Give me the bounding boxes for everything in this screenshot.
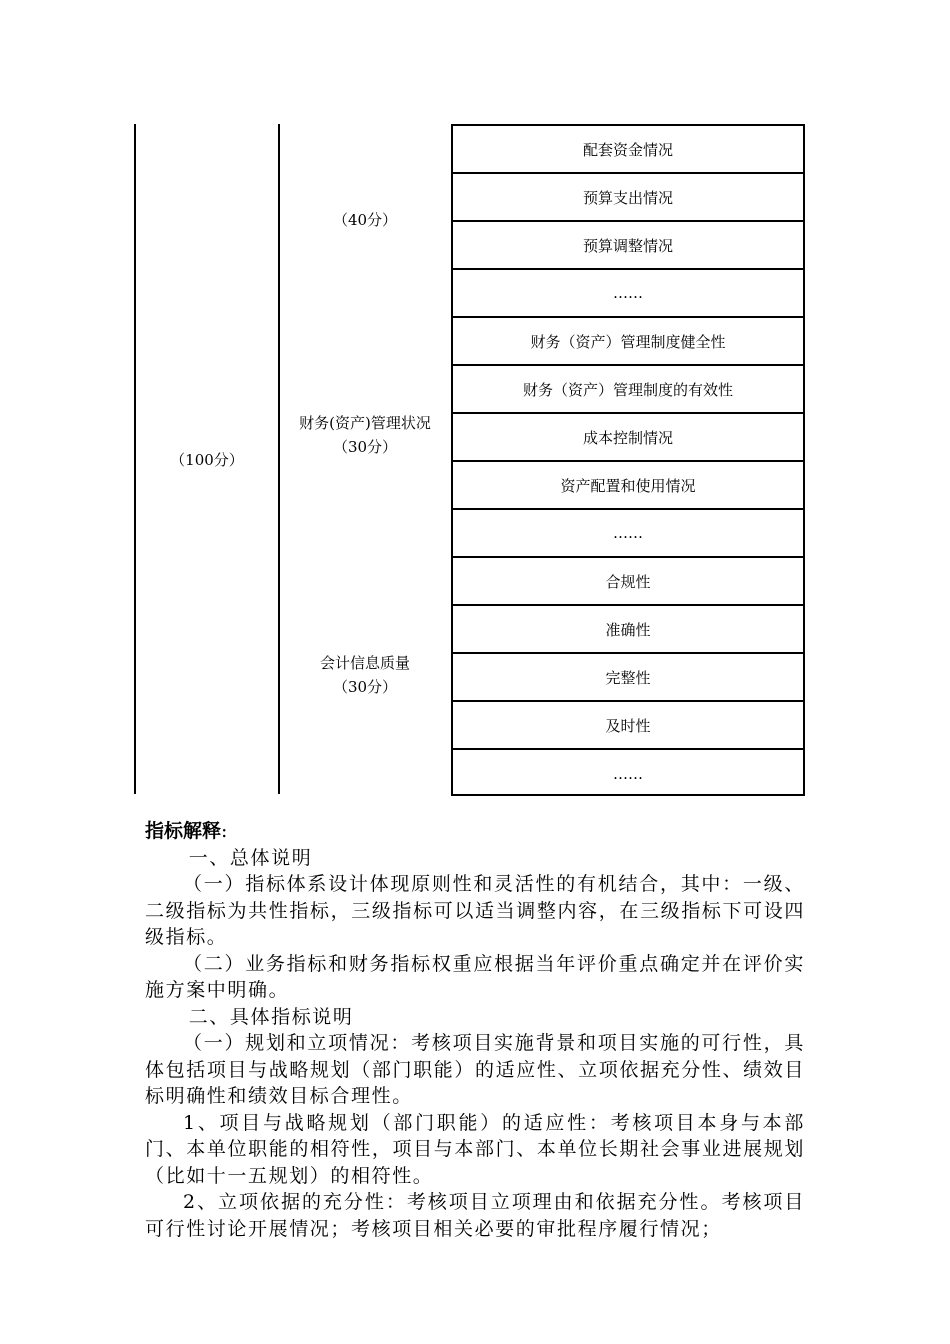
group-line: （30分） (332, 438, 398, 456)
table-row: 配套资金情况 (453, 126, 803, 174)
heading-colon: : (221, 820, 228, 842)
table-row: 预算调整情况 (453, 222, 803, 270)
section-heading: 一、总体说明 (188, 846, 313, 869)
group-line: 会计信息质量 (319, 654, 410, 672)
table-row: 资产配置和使用情况 (453, 462, 803, 510)
level2-group-accounting-quality (280, 651, 450, 699)
paragraph: （一）规划和立项情况：考核项目实施背景和项目实施的可行性，具体包括项目与战略规划（部门职能）的适应性、立项依据充分性、绩效目标明确性和绩效目标合理性。 (145, 1032, 805, 1107)
level3-indicator-grid (451, 124, 805, 796)
table-row: 及时性 (453, 702, 803, 750)
table-row: 成本控制情况 (453, 414, 803, 462)
heading-text: 指标解释 (145, 820, 222, 842)
level2-group-budget (280, 208, 450, 232)
level1-weight: （100分） (170, 451, 244, 469)
table-row: …… (613, 765, 643, 783)
table-row: 完整性 (453, 654, 803, 702)
table-row: …… (453, 270, 803, 318)
paragraph: （二）业务指标和财务指标权重应根据当年评价重点确定并在评价实施方案中明确。 (145, 952, 805, 1001)
level2-group-financial-management (280, 411, 450, 459)
table-row: 合规性 (453, 558, 803, 606)
group-line: （40分） (332, 211, 398, 229)
group-line: 财务(资产)管理状况 (299, 414, 431, 432)
indicator-explanation (145, 818, 805, 1242)
table-row: 财务（资产）管理制度的有效性 (453, 366, 803, 414)
table-row: 财务（资产）管理制度健全性 (453, 318, 803, 366)
table-row: 准确性 (453, 606, 803, 654)
paragraph: 2、立项依据的充分性：考核项目立项理由和依据充分性。考核项目可行性讨论开展情况；考核项目相关必要的审批程序履行情况； (145, 1191, 805, 1240)
paragraph: （一）指标体系设计体现原则性和灵活性的有机结合，其中：一级、二级指标为共性指标，三级指标可以适当调整内容，在三级指标下可设四级指标。 (145, 873, 805, 948)
section-heading: 二、具体指标说明 (188, 1005, 354, 1028)
explanation-heading (145, 818, 805, 845)
table-row: 预算支出情况 (453, 174, 803, 222)
table-row: …… (453, 510, 803, 558)
group-line: （30分） (332, 678, 398, 696)
paragraph: 1、项目与战略规划（部门职能）的适应性：考核项目本身与本部门、本单位职能的相符性，项目与本部门、本单位长期社会事业进展规划（比如十一五规划）的相符性。 (145, 1111, 805, 1187)
